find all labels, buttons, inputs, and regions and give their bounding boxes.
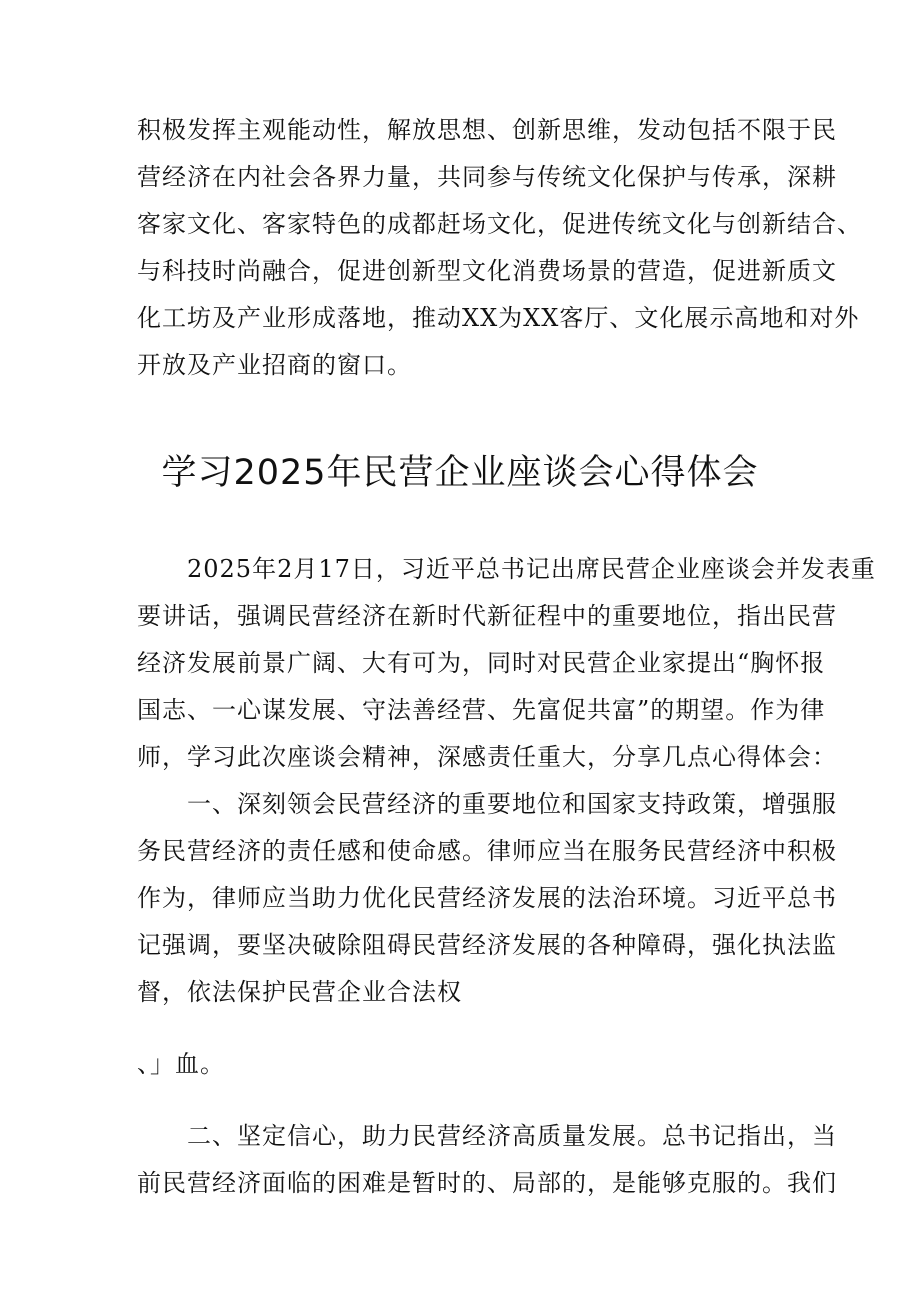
intro-line: 客家文化、客家特色的成都赶场文化，促进传统文化与创新结合、 [137,210,862,238]
intro-line: 积极发挥主观能动性，解放思想、创新思维，发动包括不限于民 [137,116,837,144]
body-line: 作为，律师应当助力优化民营经济发展的法治环境。习近平总书 [137,884,837,912]
body-line: 前民营经济面临的困难是暂时的、局部的，是能够克服的。我们 [137,1169,837,1197]
body-line: 2025年2月17日，习近平总书记出席民营企业座谈会并发表重 [137,555,876,583]
body-line: 经济发展前景广阔、大有可为，同时对民营企业家提出“胸怀报 [137,649,826,677]
document-title: 学习2025年民营企业座谈会心得体会 [161,453,759,493]
body-line: 师，学习此次座谈会精神，深感责任重大，分享几点心得体会： [137,743,837,771]
body-line: 督，依法保护民营企业合法权 [137,978,462,1006]
body-line: 务民营经济的责任感和使命感。律师应当在服务民营经济中积极 [137,837,837,865]
body-line: 一、深刻领会民营经济的重要地位和国家支持政策，增强服 [137,790,837,818]
intro-line: 营经济在内社会各界力量，共同参与传统文化保护与传承，深耕 [137,163,837,191]
intro-line: 化工坊及产业形成落地，推动XX为XX客厅、文化展示高地和对外 [137,304,860,332]
intro-line: 与科技时尚融合，促进创新型文化消费场景的营造，促进新质文 [137,257,837,285]
intro-line: 开放及产业招商的窗口。 [137,351,412,379]
body-line-fragment: 、」血。 [137,1050,225,1078]
body-line: 国志、一心谋发展、守法善经营、先富促共富”的期望。作为律 [137,696,826,724]
body-line: 记强调，要坚决破除阻碍民营经济发展的各种障碍，强化执法监 [137,931,837,959]
body-line: 二、坚定信心，助力民营经济高质量发展。总书记指出，当 [137,1122,837,1150]
body-line: 要讲话，强调民营经济在新时代新征程中的重要地位，指出民营 [137,602,837,630]
